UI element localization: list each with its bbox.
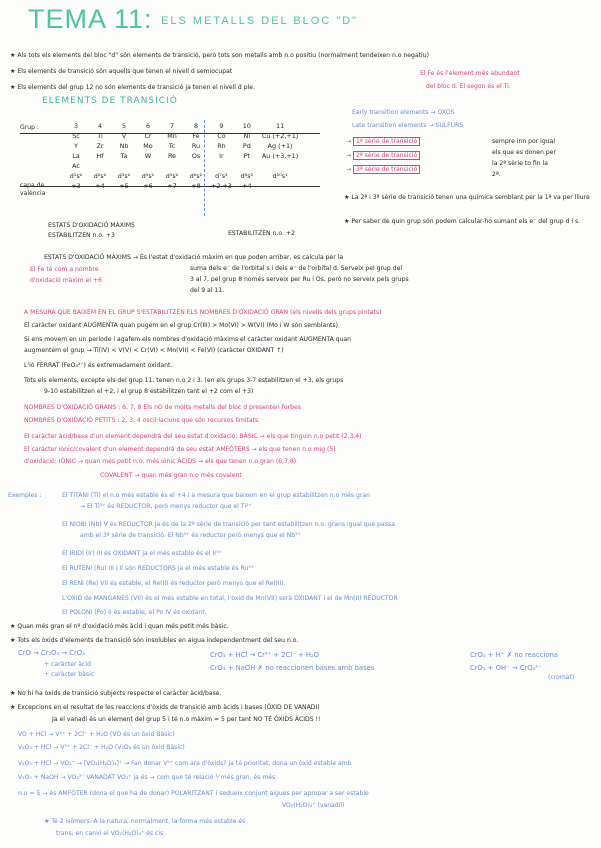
table-divider — [20, 186, 320, 187]
bullet: El caràcter iònic/covalent d'un element dependrà de seu estat AMFÒTERS → els que tenen n.o mig (5) — [24, 446, 336, 453]
valence-label: capa de — [20, 182, 45, 189]
example: El POLONI (Po) II és estable, el Po IV és oxidant. — [62, 609, 207, 616]
example: El RENI (Re) VII és estable, el Re(II) és reductor però menys que el Re(III). — [62, 580, 286, 587]
statement: ★ No hi ha òxids de transició subjects respecte el caràcter àcid/base. — [10, 690, 222, 697]
bullet: d'oxidació: IÒNIC → quan més petit n.o. més iònic ÀCIDS → els que tenen n.o gran (6,7,8) — [24, 458, 297, 465]
example: El NIOBI (Nb) V és REDUCTOR ja és de la 2ª sèrie de transició per tant estabilitzen n.o. grans igual que passa — [62, 521, 395, 528]
side-note: ★ Per saber de quin grup són podem calcular-ho sumant els e⁻ del grup d i s. — [344, 218, 581, 225]
table-cell: Ni — [243, 132, 251, 140]
table-cell: d⁵s² — [165, 172, 179, 180]
table-cell: Os — [191, 152, 201, 160]
trend-heading: A MESURA QUE BAIXEM EN EL GRUP S'ESTABILITZEN ELS NOMBRES D'OXIDACIÓ GRAN (els nivells dels grups pintats) — [24, 309, 382, 316]
table-cell — [112, 161, 136, 171]
table-cell: d⁸s² — [240, 172, 254, 180]
table-cell: Zr — [96, 142, 104, 150]
group-label: Grup : — [20, 124, 39, 131]
table-cell: Tc — [168, 142, 176, 150]
table-divider — [204, 120, 205, 216]
valence-label: valència — [20, 190, 46, 197]
vanadium-eq: VO₂(H₂O)₄⁺ (vanadil) — [282, 802, 345, 809]
table-cell: 8 — [193, 122, 199, 130]
example: El RUTENI (Ru) III i II són REDUCTORS ja el més estable és Ru³⁺ — [62, 565, 254, 572]
table-cell: Pd — [242, 142, 251, 150]
bullet: NOMBRES D'OXIDACIÓ GRANS : 6, 7, 8 Els nO de molts metalls del bloc d presenten forbes — [24, 404, 301, 411]
series-note: 2ª. — [492, 171, 501, 178]
table-cell: Y — [74, 142, 78, 150]
statement: ★ Excepcions en el resultat de les reaccions d'òxids de transició amb àcids i bases (ÒXID DE VANADI) — [10, 704, 320, 711]
vanadium-eq: V₂O₅ + HCl → VO₂⁺ → [VO₂(H₂O)₄]⁺ → Fan donar V⁵⁺ com ara d'òxids? ja té prioritat, dona un òxid estable amb — [18, 760, 352, 767]
table-cell: +6 — [143, 182, 153, 190]
vanadium-eq: VO + HCl → V²⁺ + 2Cl⁻ + H₂O (VO és un òxid Bàsic) — [18, 731, 175, 738]
stable-left: ESTATS D'OXIDACIÓ MÀXIMS — [48, 222, 135, 229]
table-cell: V — [121, 132, 127, 140]
fe-note: del bloc d. El segon és el Ti. — [426, 83, 511, 90]
vanadium-eq: V₂O₃ + HCl → V³⁺ + 2Cl⁻ + H₂O (V₂O₃ és un òxid Bàsic) — [18, 744, 185, 751]
bullet: COVALENT → quan més gran n.o més covalent — [100, 472, 242, 479]
example: amb el 3ª sèrie de transició. El Nb³⁺ és reductor però menys que el Nb⁵⁺ — [80, 532, 301, 539]
isomer-note: trans, en canvi el VO₂(H₂O)₄⁺ és cis — [56, 830, 164, 837]
periodic-table — [64, 121, 301, 191]
bullet: L'ió FERRAT (FeO₄²⁻) és extremadament oxidant. — [24, 362, 173, 369]
table-cell: Re — [167, 152, 177, 160]
bullet: Tots els elements, excepte els del grup 11, tenen n.o 2 i 3. (en els grups 3-7 estabilitzen el +3, els grups — [24, 377, 344, 384]
late-note: Late transition elements → SULFURS — [352, 122, 464, 129]
eq-left: CrO → Cr₂O₃ → CrO₃ — [18, 649, 85, 657]
table-cell: d⁶s² — [189, 172, 203, 180]
isomer-note: ★ Té 2 isòmers. A la natura, normalment, la forma més estable és — [44, 818, 246, 825]
eq-right: CrO₃ + H⁺ ✗ no reacciona — [470, 651, 558, 659]
table-cell: 11 — [276, 122, 285, 130]
table-cell: +2 +3 — [211, 182, 232, 190]
table-cell: 10 — [242, 122, 251, 130]
table-cell: La — [72, 152, 80, 160]
bullet: El caràcter àcid/base d'un element dependrà del seu estat d'oxidació: BÀSIC → els que tinguin n.o petit (2,3,4) — [24, 433, 362, 440]
intro-line: ★ Als tots els elements del bloc "d" són elements de transició, però tots son metalls amb n.o positiu (normalment tendeixen n.o negatiu) — [10, 52, 429, 59]
intro-line: ★ Els elements de transició són aquells que tenen el nivell d semiocupat — [10, 68, 233, 75]
example: L'OXID de MANGANÈS (VII) és el més estable en total, l'òxid de Mn(VII) serà OXIDANT i el de Mn(II) REDUCTOR — [62, 595, 398, 602]
series-note: la 2ª sèrie to fin la — [492, 160, 548, 167]
table-cell: 3 — [73, 122, 79, 130]
table-cell: 4 — [97, 122, 103, 130]
ox-line: 3 al 7, pel grup 8 només serveix per Ru i Os, però no serveix pels grups — [190, 276, 409, 283]
table-cell: Hf — [96, 152, 104, 160]
early-note: Early transition elements → OXOS — [352, 109, 455, 116]
table-cell: Ac — [72, 162, 80, 170]
table-cell: Sc — [72, 132, 80, 140]
statement: Ja el vanadi és un element del grup 5 i té n.o màxim = 5 per tant NO TÉ ÒXIDS ÀCIDS !! — [52, 716, 321, 723]
fe-ox: d'oxidació màxim el +6 — [30, 277, 102, 284]
table-cell: Ir — [219, 152, 224, 160]
example: → El Ti³⁺ és REDUCTOR, però menys reductor que el Ti²⁺ — [80, 503, 252, 510]
table-cell: d⁷s² — [215, 172, 228, 180]
intro-line: ★ Els elements del grup 12 no són elements de transició ja tenen el nivell d ple. — [10, 84, 255, 91]
page-title: TEMA 11: ELS METALLS DEL BLOC "D" — [28, 4, 359, 34]
table-cell: 9 — [219, 122, 224, 130]
series-label: → 1ª sèrie de transició — [346, 138, 420, 146]
table-cell: +4 — [95, 182, 105, 190]
eq-right: CrO₃ + OH⁻ → CrO₄²⁻ — [470, 664, 542, 672]
table-cell: 5 — [121, 122, 127, 130]
examples-label: Exemples : — [8, 492, 42, 499]
ox-line: del 9 al 11. — [190, 287, 225, 294]
series-label: → 2ª sèrie de transició — [346, 152, 420, 160]
table-cell: Au (+3,+1) — [261, 152, 299, 160]
section-heading: ELEMENTS DE TRANSICIÓ — [42, 96, 178, 106]
table-cell — [208, 161, 235, 171]
eq-left: + caràcter bàsic — [44, 671, 95, 678]
table-cell: +4 — [242, 182, 252, 190]
table-cell: d¹⁰s¹ — [272, 172, 288, 180]
stable-right: ESTABILITZEN n.o. +2 — [228, 230, 295, 237]
table-divider — [20, 133, 320, 134]
ox-line: suma dels e⁻ de l'orbital s i dels e⁻ de l'orbital d. Serveix pel grup del — [190, 265, 403, 272]
fe-note: El Fe és l'element més abundant — [420, 70, 520, 77]
eq-mid: CrO₃ + HCl → Cr³⁺ + 2Cl⁻ + H₂O — [210, 651, 320, 659]
eq-right: (cromat) — [548, 674, 575, 681]
table-cell: Cu (+2,+1) — [261, 132, 299, 140]
table-cell — [160, 161, 184, 171]
statement: ★ Quan més gran el nº d'oxidació més àcid i quan més petit més bàsic. — [10, 623, 229, 630]
table-cell: Nb — [119, 142, 129, 150]
table-cell — [259, 161, 301, 171]
bullet: augmentem el grup → Ti(IV) < V(V) < Cr(VI) < Mn(VII) < Fe(VI) (caràcter OXIDANT ↑) — [24, 347, 284, 354]
series-note: sempre inn por igual — [492, 138, 556, 145]
table-cell: Rh — [217, 142, 226, 150]
table-cell — [88, 161, 112, 171]
statement: ★ Tots els òxids d'elements de transició són insolubles en aigua independentment del seu n.o. — [10, 637, 299, 644]
bullet: NOMBRES D'OXIDACIÓ PETITS : 2, 3, 4 oscil·lacions que són recursos limitats — [24, 417, 259, 424]
ox-line: ESTATS D'OXIDACIÓ MÀXIMS → És l'estat d'oxidació màxim en que poden arribar, es calcula per la — [44, 254, 344, 261]
table-cell: Mn — [167, 132, 177, 140]
table-cell: Ta — [120, 152, 128, 160]
table-cell: Mo — [143, 142, 153, 150]
table-cell — [235, 161, 259, 171]
fe-ox: El Fe té com a nombre — [30, 266, 99, 273]
table-cell: d²s² — [93, 172, 107, 180]
bullet: 9-10 estabilitzen el +2, i el grup 8 estabilitzen tant el +2 com el +3) — [44, 388, 254, 395]
table-cell: d³s² — [117, 172, 131, 180]
bullet: El caràcter oxidant AUGMENTA quan pugem en el grup Cr(III) > Mo(VI) > W(VI) (Mo i W són semblants) — [24, 322, 338, 329]
vanadium-eq: V₂O₅ + NaOH → VO₄³⁻ VANADAT VO₂⁺ ja és → com que té relació ⅟ més gran, és més — [18, 774, 276, 781]
vanadium-eq: n.o = 5 → és AMFÒTER (dona el que ha de donar) POLARITZANT i sedueix conjunt aigues per apropar a ser estable — [18, 790, 369, 797]
table-cell — [136, 161, 160, 171]
example: El IRIDI (Ir) III és OXIDANT ja el més estable és el Ir³⁺ — [62, 550, 223, 557]
table-cell: +7 — [167, 182, 177, 190]
eq-left: + caràcter àcid — [44, 661, 91, 668]
table-cell: Cr — [144, 132, 152, 140]
table-cell: Co — [217, 132, 226, 140]
table-cell: +5 — [119, 182, 129, 190]
table-cell: Pt — [243, 152, 251, 160]
series-note: els que es donen per — [492, 149, 556, 156]
table-cell: d⁵s¹ — [141, 172, 155, 180]
stable-left: ESTABILITZEN n.o. +3 — [48, 232, 115, 239]
table-cell: W — [144, 152, 152, 160]
table-cell: Ti — [97, 132, 103, 140]
example: El TITANI (Ti) el n.o més estable és el +4 i a mesura que baixem en el grup estabilitzen n.o més gran — [62, 492, 371, 499]
table-cell: d¹s² — [69, 172, 83, 180]
table-cell: +3 — [71, 182, 81, 190]
table-cell: 7 — [169, 122, 175, 130]
table-cell: +8 — [191, 182, 201, 190]
side-note: ★ La 2ª i 3ª sèrie de transició tenen una química semblant per la 1ª va per lliure — [344, 194, 590, 201]
table-cell: Fe — [192, 132, 200, 140]
table-cell: 6 — [145, 122, 151, 130]
series-label: → 3ª sèrie de transició — [346, 166, 420, 174]
table-cell: Ag (+1) — [267, 142, 293, 150]
eq-mid: CrO₃ + NaOH ✗ no reaccionen bases amb bases — [210, 664, 375, 672]
table-cell: Ru — [191, 142, 201, 150]
bullet: Si ens movem en un període i agafem els nombres d'oxidació màxims el caràcter oxidant AUGMENTA quan — [24, 336, 352, 343]
